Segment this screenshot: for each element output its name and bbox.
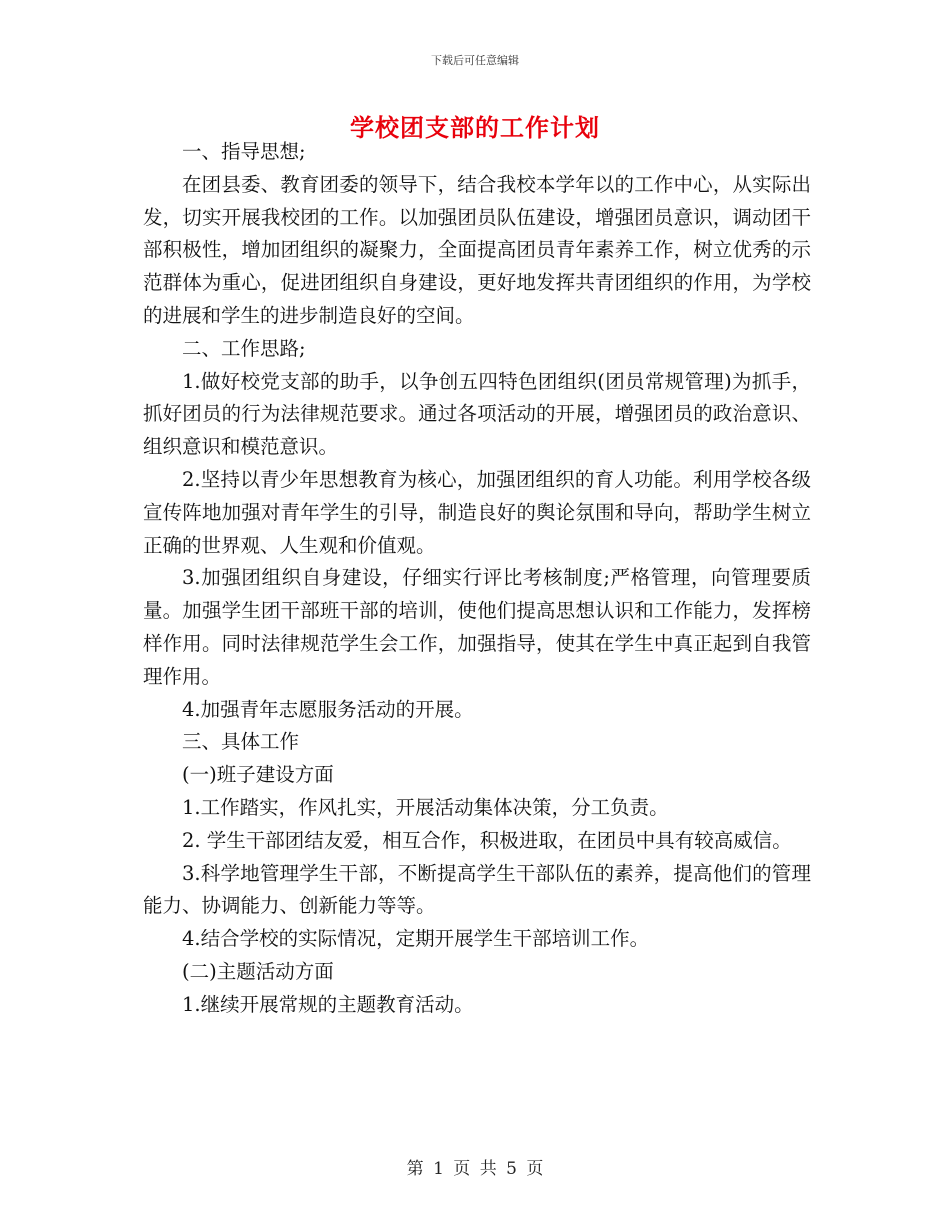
page-header: 下载后可任意编辑 (431, 54, 519, 67)
paragraph: 1.继续开展常规的主题教育活动。 (182, 992, 474, 1016)
section-heading-work-approach: 二、工作思路; (182, 336, 306, 360)
paragraph: 在团县委、教育团委的领导下，结合我校本学年以的工作中心，从实际出发，切实开展我校团的工作。以加强团员队伍建设，增强团员意识，调动团干部积极性，增加团组织的凝聚力，全面提高团员青年素养工作，树立优秀的示范群体为重心，促进团组织自身建设，更好地发挥共青团组织的作用，为学校的进展和学生的进步制造良好的空间。 (143, 172, 811, 327)
subsection-heading-theme-activities: (二)主题活动方面 (182, 959, 334, 983)
document-title: 学校团支部的工作计划 (350, 113, 600, 142)
paragraph: 1.做好校党支部的助手，以争创五四特色团组织(团员常规管理)为抓手，抓好团员的行为法律规范要求。通过各项活动的开展，增强团员的政治意识、组织意识和模范意识。 (143, 369, 811, 459)
paragraph: 2. 学生干部团结友爱，相互合作，积极进取，在团员中具有较高威信。 (182, 828, 792, 852)
paragraph: 3.加强团组织自身建设，仔细实行评比考核制度;严格管理，向管理要质量。加强学生团干部班干部的培训，使他们提高思想认识和工作能力，发挥榜样作用。同时法律规范学生会工作，加强指导，使其在学生中真正起到自我管理作用。 (143, 566, 811, 688)
paragraph: 3.科学地管理学生干部，不断提高学生干部队伍的素养，提高他们的管理能力、协调能力、创新能力等等。 (143, 861, 811, 918)
section-heading-specific-work: 三、具体工作 (182, 730, 300, 754)
paragraph: 2.坚持以青少年思想教育为核心，加强团组织的育人功能。利用学校各级宣传阵地加强对青年学生的引导，制造良好的舆论氛围和导向，帮助学生树立正确的世界观、人生观和价值观。 (143, 467, 811, 557)
document-body (143, 136, 811, 1022)
page-footer: 第 1 页 共 5 页 (406, 1159, 544, 1179)
subsection-heading-team-building: (一)班子建设方面 (182, 763, 334, 787)
paragraph: 4.结合学校的实际情况，定期开展学生干部培训工作。 (182, 927, 650, 951)
paragraph: 1.工作踏实，作风扎实，开展活动集体决策，分工负责。 (182, 795, 669, 819)
paragraph: 4.加强青年志愿服务活动的开展。 (182, 697, 474, 721)
section-heading-guiding-ideology: 一、指导思想; (182, 140, 306, 163)
